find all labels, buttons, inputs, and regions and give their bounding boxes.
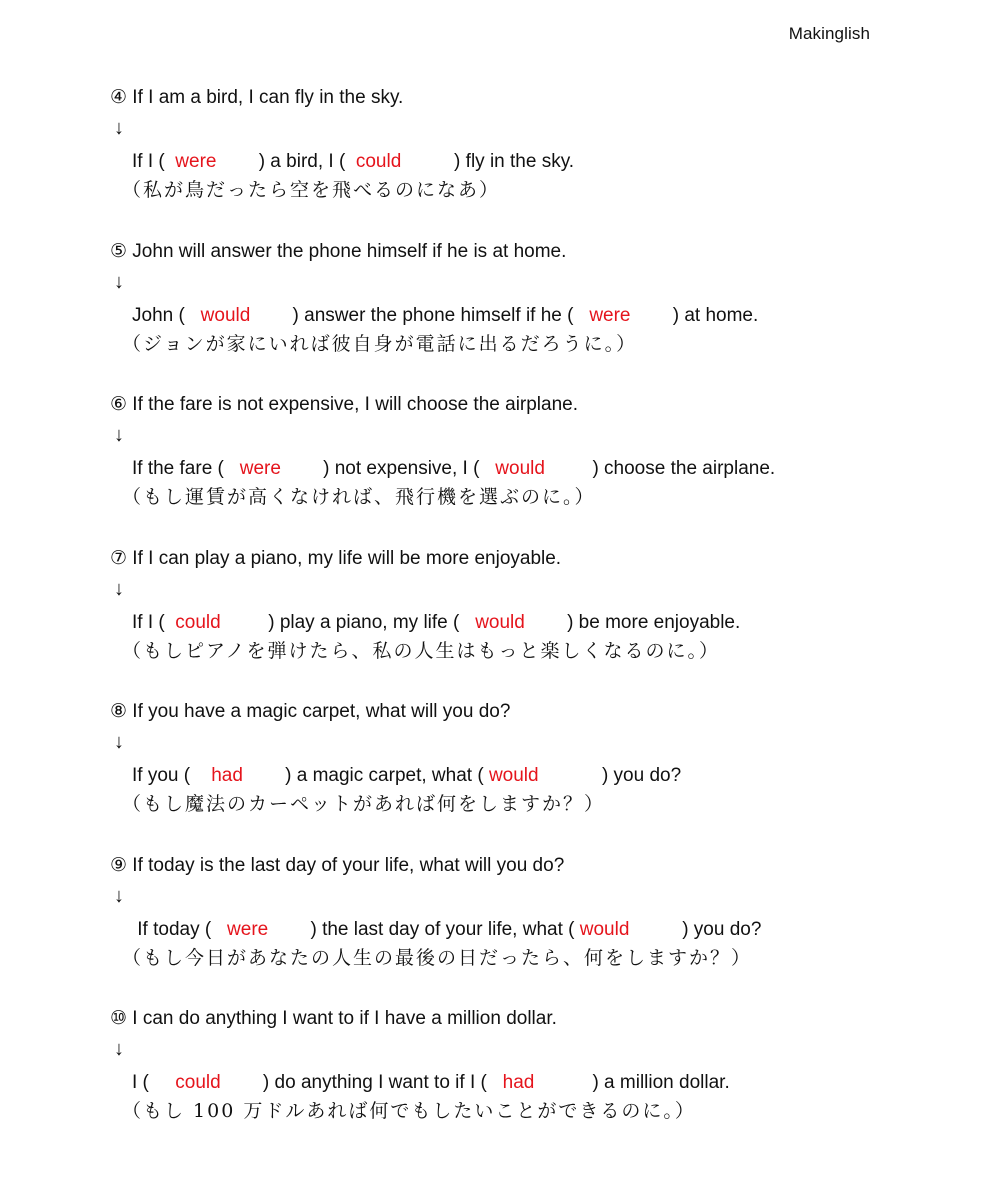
japanese-translation: （もし運賃が高くなければ、飛行機を選ぶのに。） — [122, 486, 596, 508]
sentence-part: ) choose the airplane. — [544, 458, 776, 479]
answer-word: would — [475, 611, 525, 633]
down-arrow-icon: ↓ — [114, 117, 124, 139]
sentence-part: John ( — [132, 304, 201, 326]
sentence-part: If I ( — [132, 151, 176, 172]
sentence-part: ) answer the phone himself if he ( — [250, 304, 590, 326]
exercise-item-8 — [110, 698, 930, 852]
down-arrow-icon: ↓ — [114, 731, 124, 753]
japanese-translation: （ジョンが家にいれば彼自身が電話に出るだろうに。） — [122, 332, 638, 355]
sentence-part: If you ( — [132, 765, 212, 786]
sentence-part: ) a magic carpet, what ( — [242, 765, 489, 786]
exercise-item-7 — [110, 545, 930, 699]
answer-word: had — [502, 1072, 535, 1093]
sentence-part: ) not expensive, I ( — [280, 458, 496, 479]
sentence-part: If the fare ( — [132, 458, 240, 479]
down-arrow-icon: ↓ — [114, 1038, 124, 1060]
answer-word: were — [227, 918, 269, 940]
exercise-item-10 — [110, 1005, 930, 1159]
sentence-part: ) do anything I want to if I ( — [220, 1072, 503, 1093]
answer-word: could — [355, 151, 402, 172]
original-sentence: ⑩ I can do anything I want to if I have a million dollar. — [110, 1008, 557, 1029]
exercise-list — [110, 84, 930, 1159]
answer-word: would — [495, 458, 545, 479]
brand-label: Makinglish — [788, 24, 870, 43]
original-sentence: ④ If I am a bird, I can fly in the sky. — [110, 87, 404, 108]
converted-sentence — [132, 148, 574, 176]
exercise-item-9 — [110, 852, 930, 1006]
japanese-translation: （もしピアノを弾けたら、私の人生はもっと楽しくなるのに。） — [122, 639, 720, 662]
japanese-translation: （もし魔法のカーペットがあれば何をしますか？） — [122, 793, 606, 815]
sentence-part: ) the last day of your life, what ( — [268, 918, 580, 940]
down-arrow-icon: ↓ — [114, 270, 124, 293]
answer-word: were — [589, 304, 631, 326]
answer-word: were — [239, 458, 281, 479]
sentence-part: I ( — [132, 1072, 176, 1093]
japanese-translation: （私が鳥だったら空を飛べるのになあ） — [122, 179, 501, 201]
converted-sentence — [132, 455, 775, 483]
answer-word: would — [488, 765, 539, 786]
japanese-translation: （もし今日があなたの人生の最後の日だったら、何をしますか？） — [122, 946, 753, 969]
converted-sentence — [132, 1069, 730, 1097]
original-sentence: ⑧ If you have a magic carpet, what will you do? — [110, 701, 511, 722]
down-arrow-icon: ↓ — [114, 577, 124, 600]
japanese-translation: （もし 100 万ドルあれば何でもしたいことができるのに。） — [122, 1100, 696, 1122]
answer-word: could — [175, 1072, 221, 1093]
answer-word: could — [175, 611, 221, 633]
sentence-part: ) a million dollar. — [534, 1072, 730, 1093]
answer-word: were — [175, 151, 217, 172]
sentence-part: ) you do? — [538, 765, 682, 786]
exercise-item-4 — [110, 84, 930, 238]
converted-sentence — [132, 916, 761, 944]
converted-sentence — [132, 762, 681, 790]
exercise-item-6 — [110, 391, 930, 545]
exercise-item-5 — [110, 238, 930, 392]
original-sentence: ⑤ John will answer the phone himself if he is at home. — [110, 240, 567, 262]
sentence-part: ) fly in the sky. — [401, 151, 575, 172]
converted-sentence — [132, 609, 740, 637]
sentence-part: ) be more enjoyable. — [524, 611, 741, 633]
sentence-part: If today ( — [132, 918, 228, 940]
down-arrow-icon: ↓ — [114, 424, 124, 446]
answer-word: would — [579, 918, 630, 940]
sentence-part: ) at home. — [630, 304, 759, 326]
original-sentence: ⑦ If I can play a piano, my life will be more enjoyable. — [110, 547, 562, 569]
sentence-part: If I ( — [132, 611, 176, 633]
sentence-part: ) a bird, I ( — [216, 151, 356, 172]
answer-word: would — [200, 304, 251, 326]
original-sentence: ⑨ If today is the last day of your life, what will you do? — [110, 854, 565, 876]
down-arrow-icon: ↓ — [114, 884, 124, 907]
answer-word: had — [211, 765, 243, 786]
sentence-part: ) play a piano, my life ( — [220, 611, 476, 633]
original-sentence: ⑥ If the fare is not expensive, I will choose the airplane. — [110, 394, 579, 415]
converted-sentence — [132, 302, 758, 330]
sentence-part: ) you do? — [629, 918, 762, 940]
